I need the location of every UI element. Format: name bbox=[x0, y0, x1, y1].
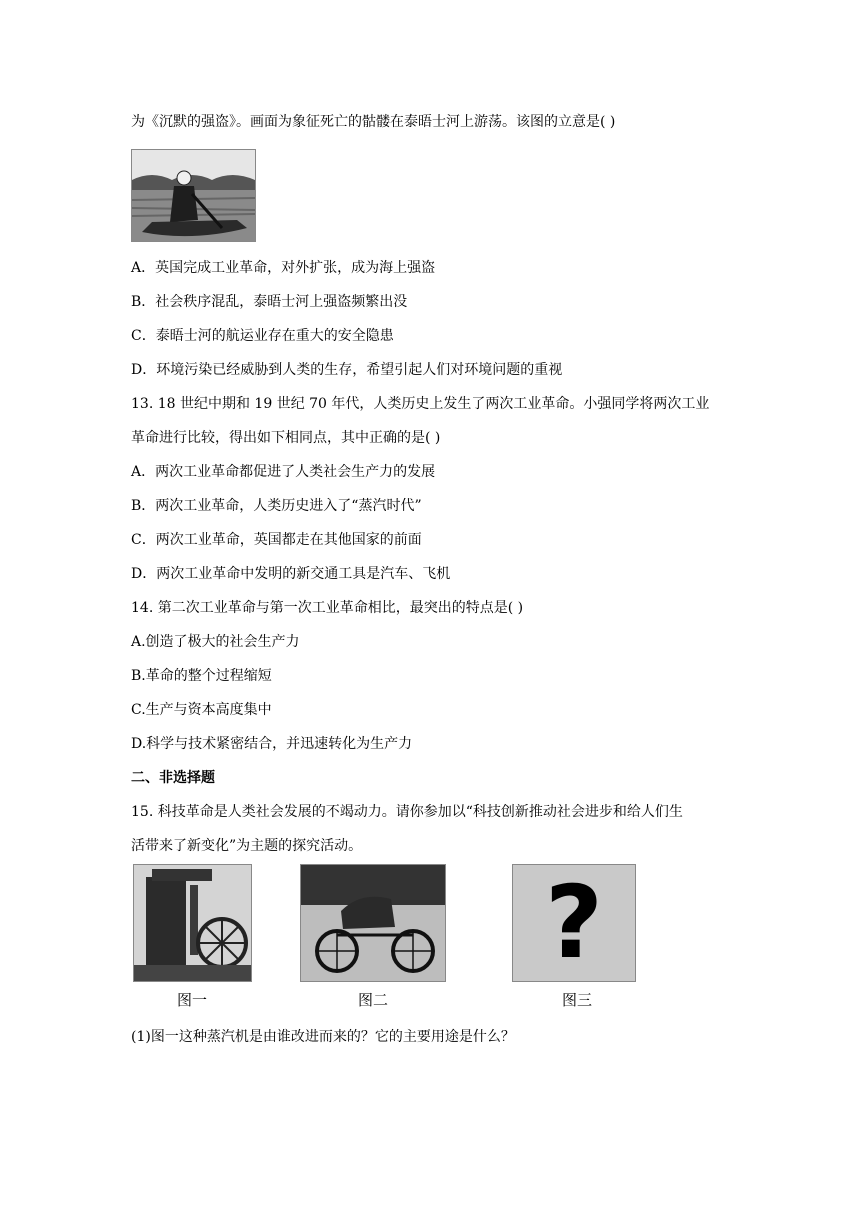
figure-1-caption: 图一 bbox=[177, 991, 208, 1009]
question-15-stem-line1: 15. 科技革命是人类社会发展的不竭动力。请你参加以“科技创新推动社会进步和给人们生 bbox=[131, 804, 683, 820]
q12-option-b: B．社会秩序混乱，泰晤士河上强盗频繁出没 bbox=[131, 294, 408, 310]
q14-option-a: A.创造了极大的社会生产力 bbox=[131, 634, 300, 650]
q13-option-d: D．两次工业革命中发明的新交通工具是汽车、飞机 bbox=[131, 566, 451, 582]
figure-3-caption: 图三 bbox=[562, 991, 593, 1009]
silent-highwayman-image bbox=[131, 149, 256, 242]
question-15-stem-line2: 活带来了新变化”为主题的探究活动。 bbox=[131, 838, 363, 854]
q14-option-b: B.革命的整个过程缩短 bbox=[131, 668, 272, 684]
q14-option-c: C.生产与资本高度集中 bbox=[131, 702, 272, 718]
engraving-illustration bbox=[132, 150, 255, 241]
q12-option-a: A．英国完成工业革命，对外扩张，成为海上强盗 bbox=[131, 260, 436, 276]
q12-option-c: C．泰晤士河的航运业存在重大的安全隐患 bbox=[131, 328, 394, 344]
question-13-stem-line2: 革命进行比较，得出如下相同点，其中正确的是( ) bbox=[131, 430, 441, 446]
q12-option-d: D．环境污染已经威胁到人类的生存，希望引起人们对环境问题的重视 bbox=[131, 362, 563, 378]
question-14-stem: 14. 第二次工业革命与第一次工业革命相比，最突出的特点是( ) bbox=[131, 600, 524, 616]
figure-1-steam-engine-image bbox=[133, 864, 252, 982]
question-15-sub1: (1)图一这种蒸汽机是由谁改进而来的？它的主要用途是什么？ bbox=[131, 1029, 515, 1045]
automobile-illustration bbox=[301, 865, 445, 981]
question-mark-icon: ? bbox=[544, 864, 603, 981]
q13-option-b: B．两次工业革命，人类历史进入了“蒸汽时代” bbox=[131, 498, 422, 514]
q13-option-a: A．两次工业革命都促进了人类社会生产力的发展 bbox=[131, 464, 436, 480]
steam-engine-illustration bbox=[134, 865, 251, 981]
q14-option-d: D.科学与技术紧密结合，并迅速转化为生产力 bbox=[131, 736, 413, 752]
question-12-stem: 为《沉默的强盗》。画面为象征死亡的骷髅在泰晤士河上游荡。该图的立意是( ) bbox=[131, 114, 616, 130]
figure-2-caption: 图二 bbox=[358, 991, 389, 1009]
figure-2-automobile-image bbox=[300, 864, 446, 982]
q13-option-c: C．两次工业革命，英国都走在其他国家的前面 bbox=[131, 532, 422, 548]
section-heading-non-choice: 二、非选择题 bbox=[131, 770, 215, 786]
question-13-stem-line1: 13. 18 世纪中期和 19 世纪 70 年代，人类历史上发生了两次工业革命。小强同学将两次工业 bbox=[131, 396, 710, 412]
figure-3-unknown-image bbox=[512, 864, 636, 982]
